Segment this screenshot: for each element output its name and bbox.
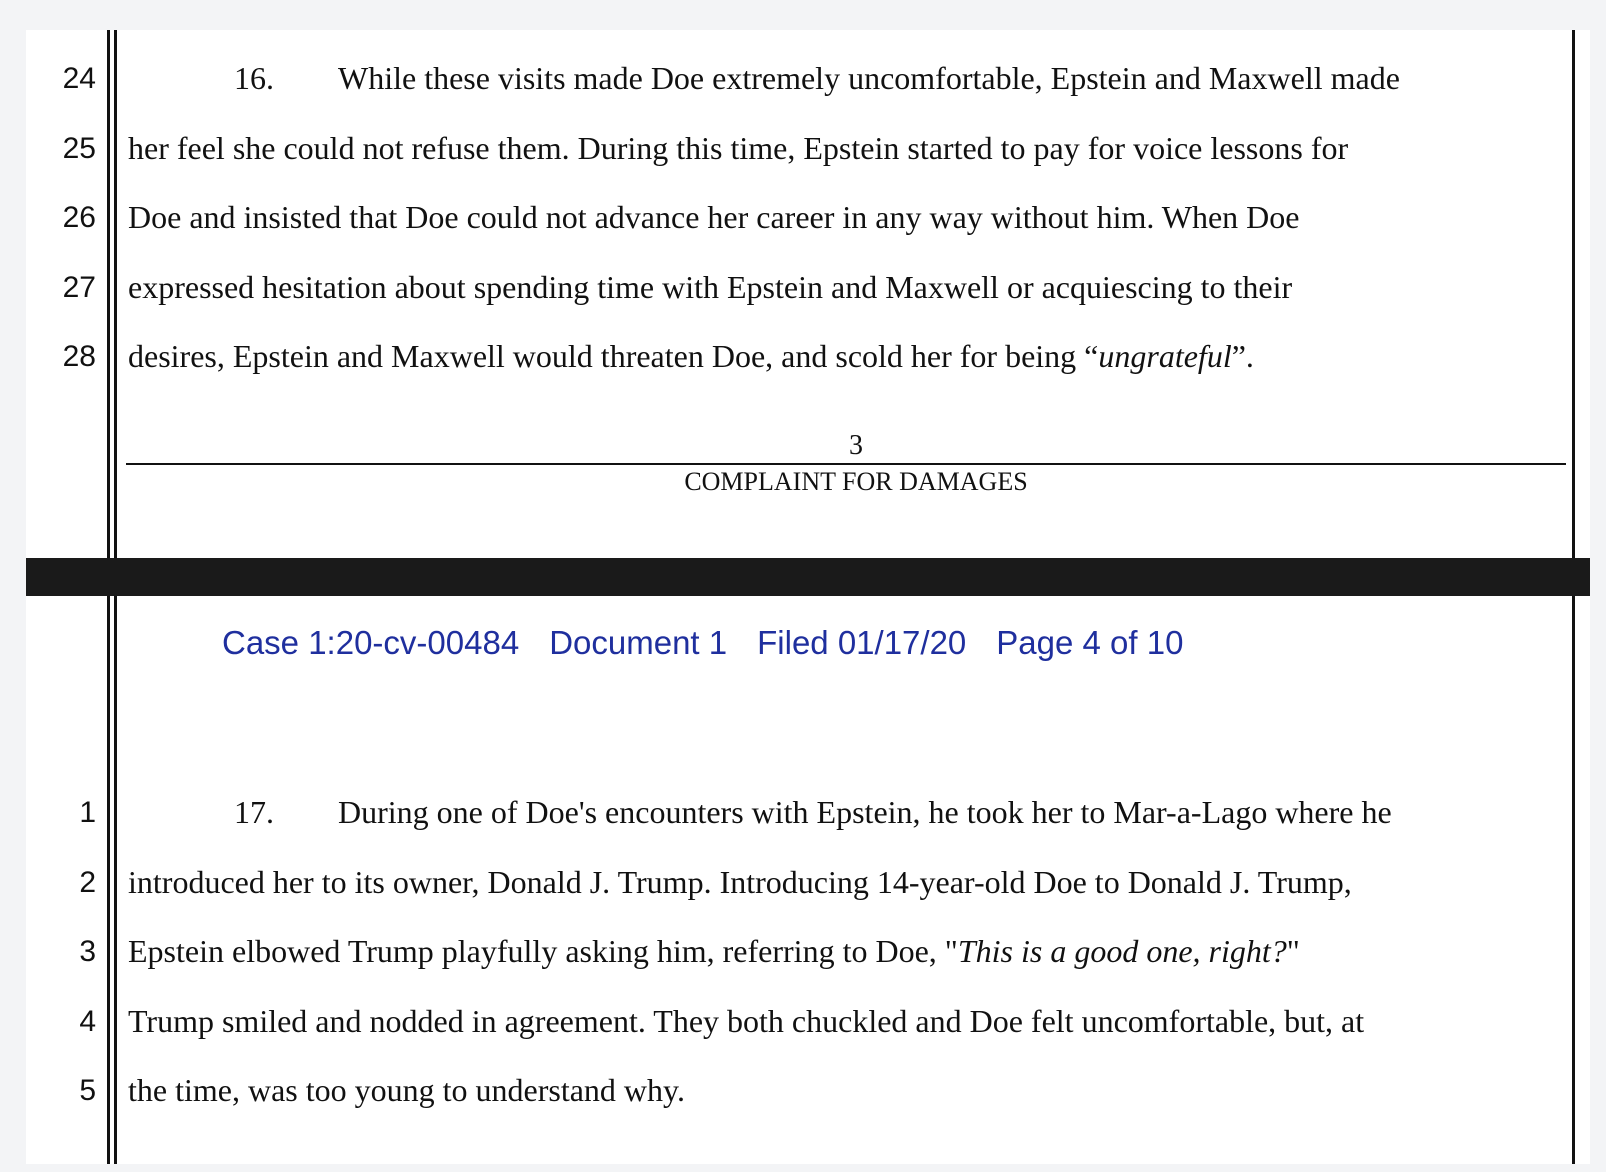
margin-rule-left <box>107 30 110 558</box>
margin-rule-left-inner <box>114 596 117 1164</box>
line-number: 25 <box>62 132 96 165</box>
line-number: 3 <box>79 935 96 968</box>
page-separator <box>26 558 1590 596</box>
page-indicator: Page 4 of 10 <box>996 624 1184 661</box>
line-text: During one of Doe's encounters with Epstein, he took her to Mar-a-Lago where he <box>338 794 1392 830</box>
line-number: 28 <box>62 340 96 373</box>
line-text-with-quote <box>128 933 1568 970</box>
ecf-header <box>222 624 1213 662</box>
footer-title: COMPLAINT FOR DAMAGES <box>684 467 1028 496</box>
margin-rule-left <box>107 596 110 1164</box>
margin-rule-left-inner <box>114 30 117 558</box>
paragraph-17-first-line <box>234 794 1392 831</box>
margin-rule-right <box>1572 596 1575 1164</box>
line-text-end: " <box>1286 933 1300 969</box>
footer-rule <box>126 463 1566 465</box>
case-number: Case 1:20-cv-00484 <box>222 624 520 661</box>
paragraph-number: 16. <box>234 60 274 96</box>
line-number: 26 <box>62 201 96 234</box>
line-number: 27 <box>62 271 96 304</box>
viewer-bottom-edge <box>0 1164 1606 1172</box>
line-text: desires, Epstein and Maxwell would threaten Doe, and scold her for being “ <box>128 338 1099 374</box>
line-text-end: ”. <box>1231 338 1254 374</box>
line-number: 2 <box>79 866 96 899</box>
line-number: 5 <box>79 1074 96 1107</box>
line-text-with-quote <box>128 338 1568 375</box>
line-number: 4 <box>79 1005 96 1038</box>
page-4-fragment <box>26 596 1590 1164</box>
line-text: the time, was too young to understand why. <box>128 1072 685 1108</box>
line-text: Epstein elbowed Trump playfully asking him, referring to Doe, " <box>128 933 958 969</box>
paragraph-number: 17. <box>234 794 274 830</box>
line-text: introduced her to its owner, Donald J. Trump. Introducing 14-year-old Doe to Donald J. Trump, <box>128 864 1352 900</box>
line-text: Trump smiled and nodded in agreement. They both chuckled and Doe felt uncomfortable, but, at <box>128 1003 1365 1039</box>
document-number: Document 1 <box>549 624 728 661</box>
filed-date: Filed 01/17/20 <box>757 624 967 661</box>
line-text: expressed hesitation about spending time with Epstein and Maxwell or acquiescing to their <box>128 269 1293 305</box>
line-text: While these visits made Doe extremely uncomfortable, Epstein and Maxwell made <box>338 60 1400 96</box>
line-text: Doe and insisted that Doe could not advance her career in any way without him. When Doe <box>128 199 1300 235</box>
quoted-phrase: This is a good one, right? <box>957 933 1287 969</box>
line-text: her feel she could not refuse them. During this time, Epstein started to pay for voice lessons for <box>128 130 1349 166</box>
paragraph-16-first-line <box>234 60 1400 97</box>
line-number: 24 <box>62 62 96 95</box>
line-number: 1 <box>79 796 96 829</box>
quoted-word: ungrateful <box>1098 338 1232 374</box>
page-number: 3 <box>849 430 863 461</box>
page-3-fragment <box>26 30 1590 558</box>
